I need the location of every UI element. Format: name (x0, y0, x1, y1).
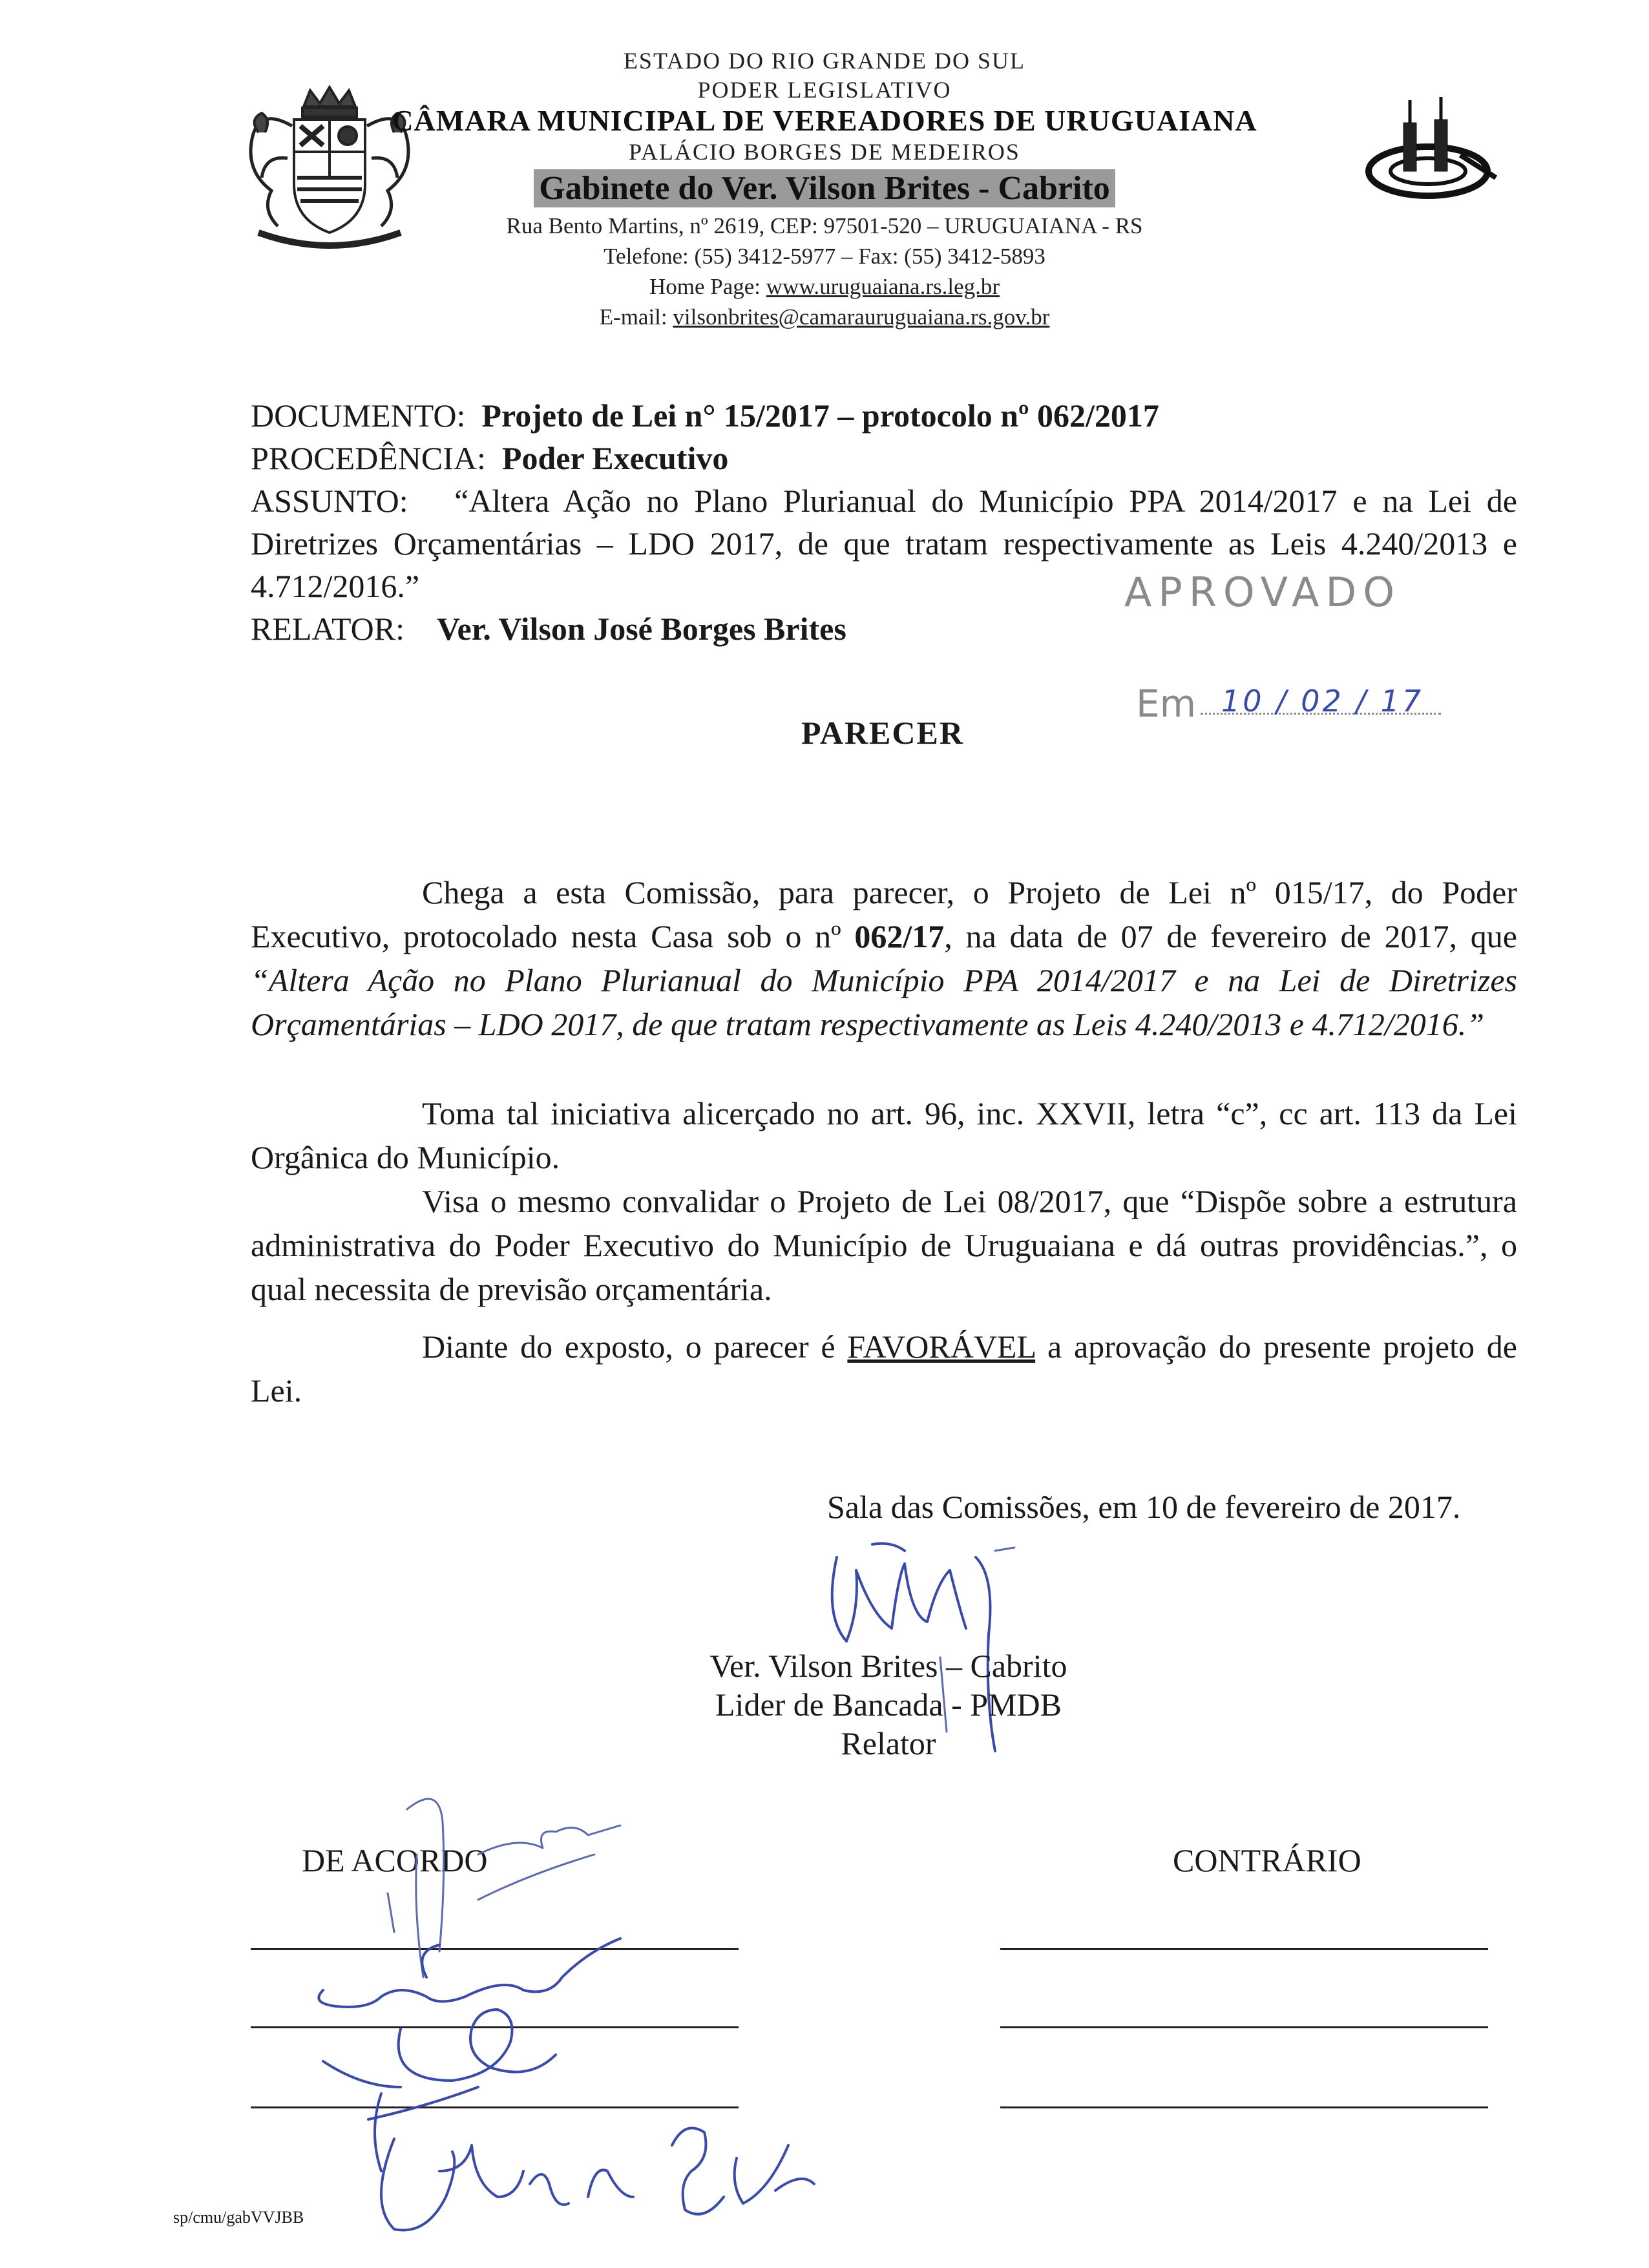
signatory-name: Ver. Vilson Brites – Cabrito (709, 1648, 1067, 1684)
against-signature-line-2 (1000, 2026, 1488, 2028)
p4-text-b: a aprovação do presente projeto de Lei. (251, 1328, 1517, 1409)
subject-value: “Altera Ação no Plano Plurianual do Município PPA 2014/2017 e na Lei de Diretrizes Orçamentárias – LDO 2017, de que tratam respectivamente as Leis 4.240/2013 e 4.712/2016.” (251, 483, 1517, 604)
agree-heading: DE ACORDO (302, 1842, 488, 1878)
document-label: DOCUMENTO: (251, 397, 466, 434)
header-homepage (0, 274, 1649, 300)
paragraph-2: Toma tal iniciativa alicerçado no art. 96, inc. XXVII, letra “c”, cc art. 113 da Lei Orgânica do Município. (251, 1095, 1517, 1175)
against-signature-line-3 (1000, 2106, 1488, 2108)
against-heading: CONTRÁRIO (1173, 1842, 1361, 1878)
paragraph-3: Visa o mesmo convalidar o Projeto de Lei 08/2017, que “Dispõe sobre a estrutura administrativa do Poder Executivo do Município de Uruguaiana e dá outras providências.”, o qual necessita de previsão orçamentária. (251, 1183, 1517, 1307)
approved-stamp: APROVADO (1124, 569, 1401, 616)
email-link[interactable]: vilsonbrites@camarauruguaiana.rs.gov.br (673, 304, 1050, 330)
signatory-function: Relator (841, 1725, 936, 1761)
p1-text-a: Chega a esta Comissão, para parecer, o Projeto de Lei nº 015/17, do Poder Executivo, protocolado nesta Casa sob o nº (251, 874, 1517, 954)
homepage-label: Home Page: (649, 274, 766, 299)
email-label: E-mail: (599, 304, 673, 330)
footer-reference: sp/cmu/gabVVJBB (173, 2208, 304, 2227)
reporter-value: Ver. Vilson José Borges Brites (437, 611, 846, 647)
paragraph-4 (251, 1325, 1517, 1412)
p1-protocol-number: 062/17 (854, 918, 945, 954)
header-power: PODER LEGISLATIVO (697, 77, 952, 103)
header-state: ESTADO DO RIO GRANDE DO SUL (623, 48, 1026, 74)
header-phone: Telefone: (55) 3412-5977 – Fax: (55) 3412-5893 (604, 244, 1045, 269)
closing-date-line: Sala das Comissões, em 10 de fevereiro de 2017. (827, 1489, 1461, 1525)
header-chamber: CÂMARA MUNICIPAL DE VEREADORES DE URUGUAIANA (392, 104, 1257, 137)
paragraph-1 (251, 870, 1517, 1046)
p1-quote: “Altera Ação no Plano Plurianual do Município PPA 2014/2017 e na Lei de Diretrizes Orçamentárias – LDO 2017, de que tratam respectivamente as Leis 4.240/2013 e 4.712/2016.” (251, 962, 1517, 1042)
header-palace: PALÁCIO BORGES DE MEDEIROS (629, 139, 1020, 165)
p1-text-b: , na data de 07 de fevereiro de 2017, que (944, 918, 1517, 954)
meta-document (251, 394, 1517, 437)
p4-favorable: FAVORÁVEL (847, 1328, 1036, 1365)
header-email (0, 304, 1649, 330)
stamp-em-label: Em (1136, 682, 1197, 726)
subject-label: ASSUNTO: (251, 483, 408, 519)
document-value: Projeto de Lei n° 15/2017 – protocolo nº 062/2017 (481, 397, 1159, 434)
header-address: Rua Bento Martins, nº 2619, CEP: 97501-520 – URUGUAIANA - RS (506, 213, 1143, 238)
header-office: Gabinete do Ver. Vilson Brites - Cabrito (534, 169, 1115, 207)
homepage-link[interactable]: www.uruguaiana.rs.leg.br (766, 274, 1000, 299)
reporter-label: RELATOR: (251, 611, 404, 647)
p4-text-a: Diante do exposto, o parecer é (422, 1328, 848, 1365)
meta-origin (251, 437, 1517, 479)
page-title: PARECER (801, 715, 964, 751)
against-signature-line-1 (1000, 1948, 1488, 1950)
agree-signatures (284, 1783, 866, 2262)
origin-value: Poder Executivo (501, 440, 729, 476)
signatory-role: Lider de Bancada - PMDB (715, 1686, 1062, 1723)
signature-block (695, 1646, 1082, 1763)
stamp-date: 10 / 02 / 17 (1221, 684, 1424, 719)
origin-label: PROCEDÊNCIA: (251, 440, 486, 476)
